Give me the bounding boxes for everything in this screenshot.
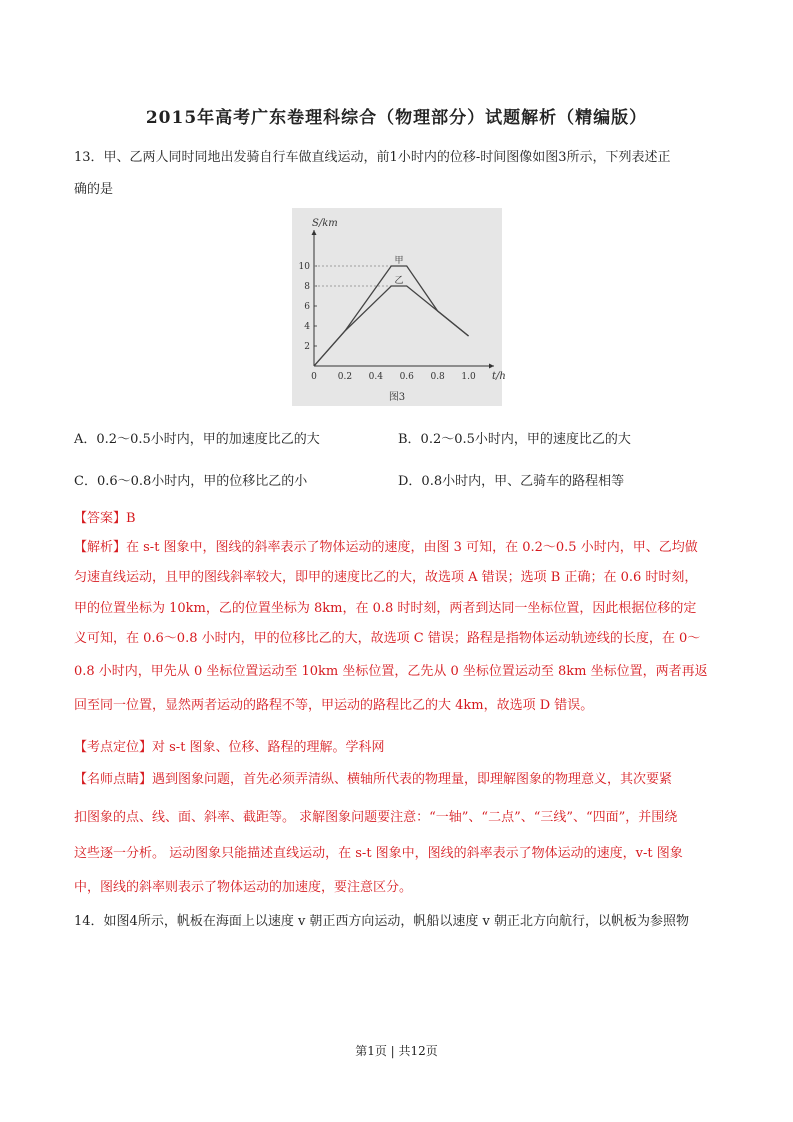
x-tick-label: 0.6 [399, 372, 414, 382]
y-tick-label: 8 [304, 282, 310, 292]
y-axis-arrow [312, 230, 317, 235]
tips-line: 中，图线的斜率则表示了物体运动的加速度，要注意区分。 [74, 880, 413, 895]
q14-stem-line1: 14．如图4所示，帆板在海面上以速度 v 朝正西方向运动，帆船以速度 v 朝正北方向航行，以帆板为参照物 [74, 914, 690, 929]
y-tick-label: 2 [304, 342, 310, 352]
option-c: C．0.6～0.8小时内，甲的位移比乙的小 [74, 474, 308, 489]
y-axis-label: S/km [312, 218, 338, 229]
series-line-yi [314, 286, 469, 366]
x-tick-label: 1.0 [461, 372, 476, 382]
option-a: A．0.2～0.5小时内，甲的加速度比乙的大 [74, 432, 320, 447]
x-axis-arrow [489, 364, 494, 369]
page-title: 2015年高考广东卷理科综合（物理部分）试题解析（精编版） [145, 108, 648, 128]
x-tick-label: 0.8 [430, 372, 445, 382]
analysis-line: 【解析】在 s-t 图象中，图线的斜率表示了物体运动的速度，由图 3 可知，在 0.2～0.5 小时内，甲、乙均做 [74, 540, 698, 555]
figure-3 [292, 208, 506, 406]
y-tick-label: 6 [304, 302, 310, 312]
option-b: B．0.2～0.5小时内，甲的速度比乙的大 [398, 432, 631, 447]
series-label: 甲 [394, 256, 404, 266]
analysis-line: 0.8 小时内，甲先从 0 坐标位置运动至 10km 坐标位置，乙先从 0 坐标位置运动至 8km 坐标位置，两者再返 [74, 664, 708, 679]
y-tick-label: 4 [304, 322, 310, 332]
y-tick-label: 10 [298, 262, 310, 272]
tips-line: 扣图象的点、线、面、斜率、截距等。 求解图象问题要注意：“一轴”、“二点”、“三线”、“四面”，并围绕 [74, 810, 678, 825]
tips-line: 【名师点睛】遇到图象问题，首先必须弄清纵、横轴所代表的物理量，即理解图象的物理意义，其次要紧 [74, 772, 673, 787]
analysis-line: 甲的位置坐标为 10km，乙的位置坐标为 8km，在 0.8 时时刻，两者到达同一坐标位置，因此根据位移的定 [74, 601, 697, 616]
option-d: D．0.8小时内，甲、乙骑车的路程相等 [398, 474, 625, 489]
q13-stem-line2: 确的是 [74, 182, 114, 197]
analysis-line: 回至同一位置，显然两者运动的路程不等，甲运动的路程比乙的大 4km，故选项 D 错误。 [74, 698, 594, 713]
knowledge-point: 【考点定位】对 s-t 图象、位移、路程的理解。学科网 [74, 740, 385, 755]
analysis-line: 义可知，在 0.6～0.8 小时内，甲的位移比乙的大，故选项 C 错误；路程是指物体运动轨迹线的长度，在 0～ [74, 631, 701, 646]
series-line-jia [314, 266, 469, 366]
figure-caption: 图3 [388, 392, 406, 403]
q13-stem-line1: 13．甲、乙两人同时同地出发骑自行车做直线运动，前1小时内的位移-时间图像如图3所示，下列表述正 [74, 150, 671, 165]
x-tick-label: 0.2 [337, 372, 353, 382]
page-footer: 第1页 | 共12页 [355, 1044, 438, 1058]
x-axis-label: t/h [492, 371, 506, 382]
st-graph [292, 208, 506, 406]
series-label: 乙 [394, 276, 404, 286]
tips-line: 这些逐一分析。 运动图象只能描述直线运动，在 s-t 图象中，图线的斜率表示了物体运动的速度，v-t 图象 [74, 846, 683, 861]
analysis-line: 匀速直线运动，且甲的图线斜率较大，即甲的速度比乙的大，故选项 A 错误；选项 B 正确；在 0.6 时时刻， [74, 570, 698, 585]
answer: 【答案】B [74, 511, 136, 526]
x-tick-label: 0 [311, 372, 317, 382]
x-tick-label: 0.4 [368, 372, 383, 382]
